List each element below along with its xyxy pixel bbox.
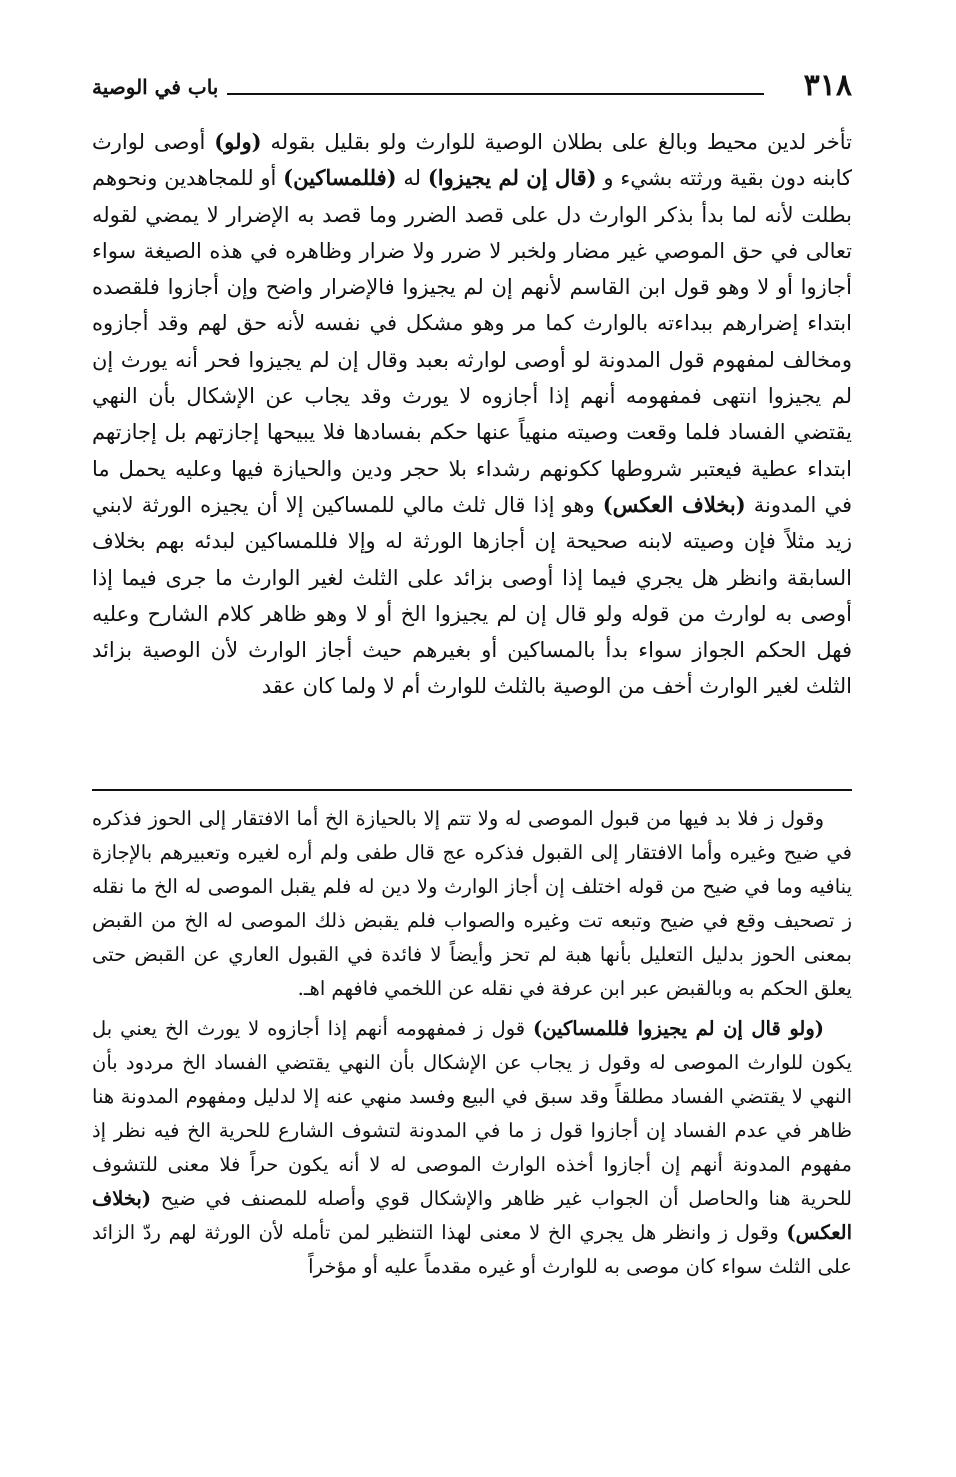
bold-quote: (ولو) xyxy=(214,129,262,154)
header-rule xyxy=(227,93,764,95)
text-run: قول ز فمفهومه أنهم إذا أجازوه لا يورث الخ يعني بل يكون للوارث الموصى له وقول ز يجاب عن الإشكال بأن النهي يقتضي الفساد الخ مردود بأن النهي لا يقتضي الفساد مطلقاً وقد سبق في البيع وفسد منهي عنه إلا لدليل ومفهوم المدونة هنا ظاهر في عدم الفساد إن أجازوا قول ز ما في المدونة لتشوف الشارع للحرية الخ فيه نظر إذ مفهوم المدونة أنهم إن أجازوا أخذه الوارث الموصى له لا أنه يكون حراً فلا معنى للتشوف للحرية هنا والحاصل أن الجواب غير ظاهر والإشكال قوي وأصله للمصنف في ضيح xyxy=(92,1017,852,1210)
text-run: وقول ز فلا بد فيها من قبول الموصى له ولا تتم إلا بالحيازة الخ أما الافتقار إلى الحوز فذكره في ضيح وغيره وأما الافتقار إلى القبول فذكره عج قال طفى ولم أره لغيره وتعبيرهم بالإجازة ينافيه وما في ضيح من قوله اختلف إن أجاز الوارث ولا دين له فلم يقبل الموصى له الخ ما نقله ز تصحيف وقع في ضيح وتبعه تت وغيره والصواب فلم يقبض ذلك الموصى له الخ من القبض بمعنى الحوز بدليل التعليل بأنها هبة لم تحز وأيضاً لا فائدة في القبول العاري عن القبض حتى يعلق الحكم به وبالقبض عبر ابن عرفة في نقله عن اللخمي فافهم اهـ. xyxy=(92,807,852,1000)
bold-quote: (ولو قال إن لم يجيزوا فللمساكين) xyxy=(533,1017,824,1040)
text-run: تأخر لدين محيط وبالغ على بطلان الوصية للوارث ولو بقليل بقوله xyxy=(261,130,852,154)
text-run: وقول ز وانظر هل يجري الخ لا معنى لهذا التنظير لمن تأمله لأن الورثة لهم ردّ الزائد على الثلث سواء كان موصى به للوارث أو غيره مقدماً عليه أو مؤخراً xyxy=(92,1221,852,1278)
bold-quote: (بخلاف العكس) xyxy=(92,1187,852,1244)
bold-quote: (قال إن لم يجيزوا) xyxy=(427,165,597,191)
page-number: ٣١٨ xyxy=(803,68,852,103)
bold-quote: (بخلاف العكس) xyxy=(602,491,746,517)
text-run: له xyxy=(396,166,428,191)
bold-quote: (فللمساكين) xyxy=(283,165,397,191)
main-text xyxy=(92,124,852,705)
running-header xyxy=(92,66,852,106)
commentary-notes xyxy=(92,802,852,1290)
text-run: أوصى لوارث كابنه دون بقية ورثته بشيء و xyxy=(92,130,853,191)
text-run: وهو إذا قال ثلث مالي للمساكين إلا أن يجيزه الورثة لابني زيد مثلاً فإن وصيته لابنه صحيحة إن أجازها الورثة له وإلا فللمساكين لبدئه بهم بخلاف السابقة وانظر هل يجري فيما إذا أوصى بزائد على الثلث لغير الوارث ما جرى فيما إذا أوصى به لوارث من قوله ولو قال إن لم يجيزوا الخ أو لا وهو ظاهر كلام الشارح وعليه فهل الحكم الجواز سواء بدأ بالمساكين أو بغيرهم حيث أجاز الوارث لأن الوصية بزائد الثلث لغير الوارث أخف من الوصية بالثلث للوارث أم لا ولما كان عقد xyxy=(92,492,852,699)
note-paragraph xyxy=(92,802,852,1006)
footnote-separator xyxy=(92,789,852,791)
main-paragraph xyxy=(92,124,852,705)
text-run: أو للمجاهدين ونحوهم بطلت لأنه لما بدأ بذكر الوارث دل على قصد الضرر وما قصد به الإضرار لا يمضي لقوله تعالى في حق الموصي غير مضار ولخبر لا ضرر ولا ضرار وظاهره في هذه الصيغة سواء أجازوا أو لا وهو قول ابن القاسم لأنهم إن لم يجيزوا فالإضرار واضح وإن أجازوا فلقصده ابتداء إضرارهم ببداءته بالوارث كما مر وهو مشكل في نفسه لأنه حق لهم وقد أجازوه ومخالف لمفهوم قول المدونة لو أوصى لوارثه بعبد وقال إن لم يجيزوا فحر أنه يورث إن لم يجيزوا انتهى فمفهومه أنهم إذا أجازوه لا يورث وقد يجاب عن الإشكال بأن النهي يقتضي الفساد فلما وقعت وصيته منهياً عنها حكم بفسادها فلا يبيحها إجازتهم بل إجازتهم ابتداء عطية فيعتبر شروطها ككونهم رشداء بلا حجر ودين والحيازة فيها وعليه يحمل ما في المدونة xyxy=(92,166,852,517)
chapter-title: باب في الوصية xyxy=(92,75,219,99)
note-paragraph xyxy=(92,1012,852,1284)
